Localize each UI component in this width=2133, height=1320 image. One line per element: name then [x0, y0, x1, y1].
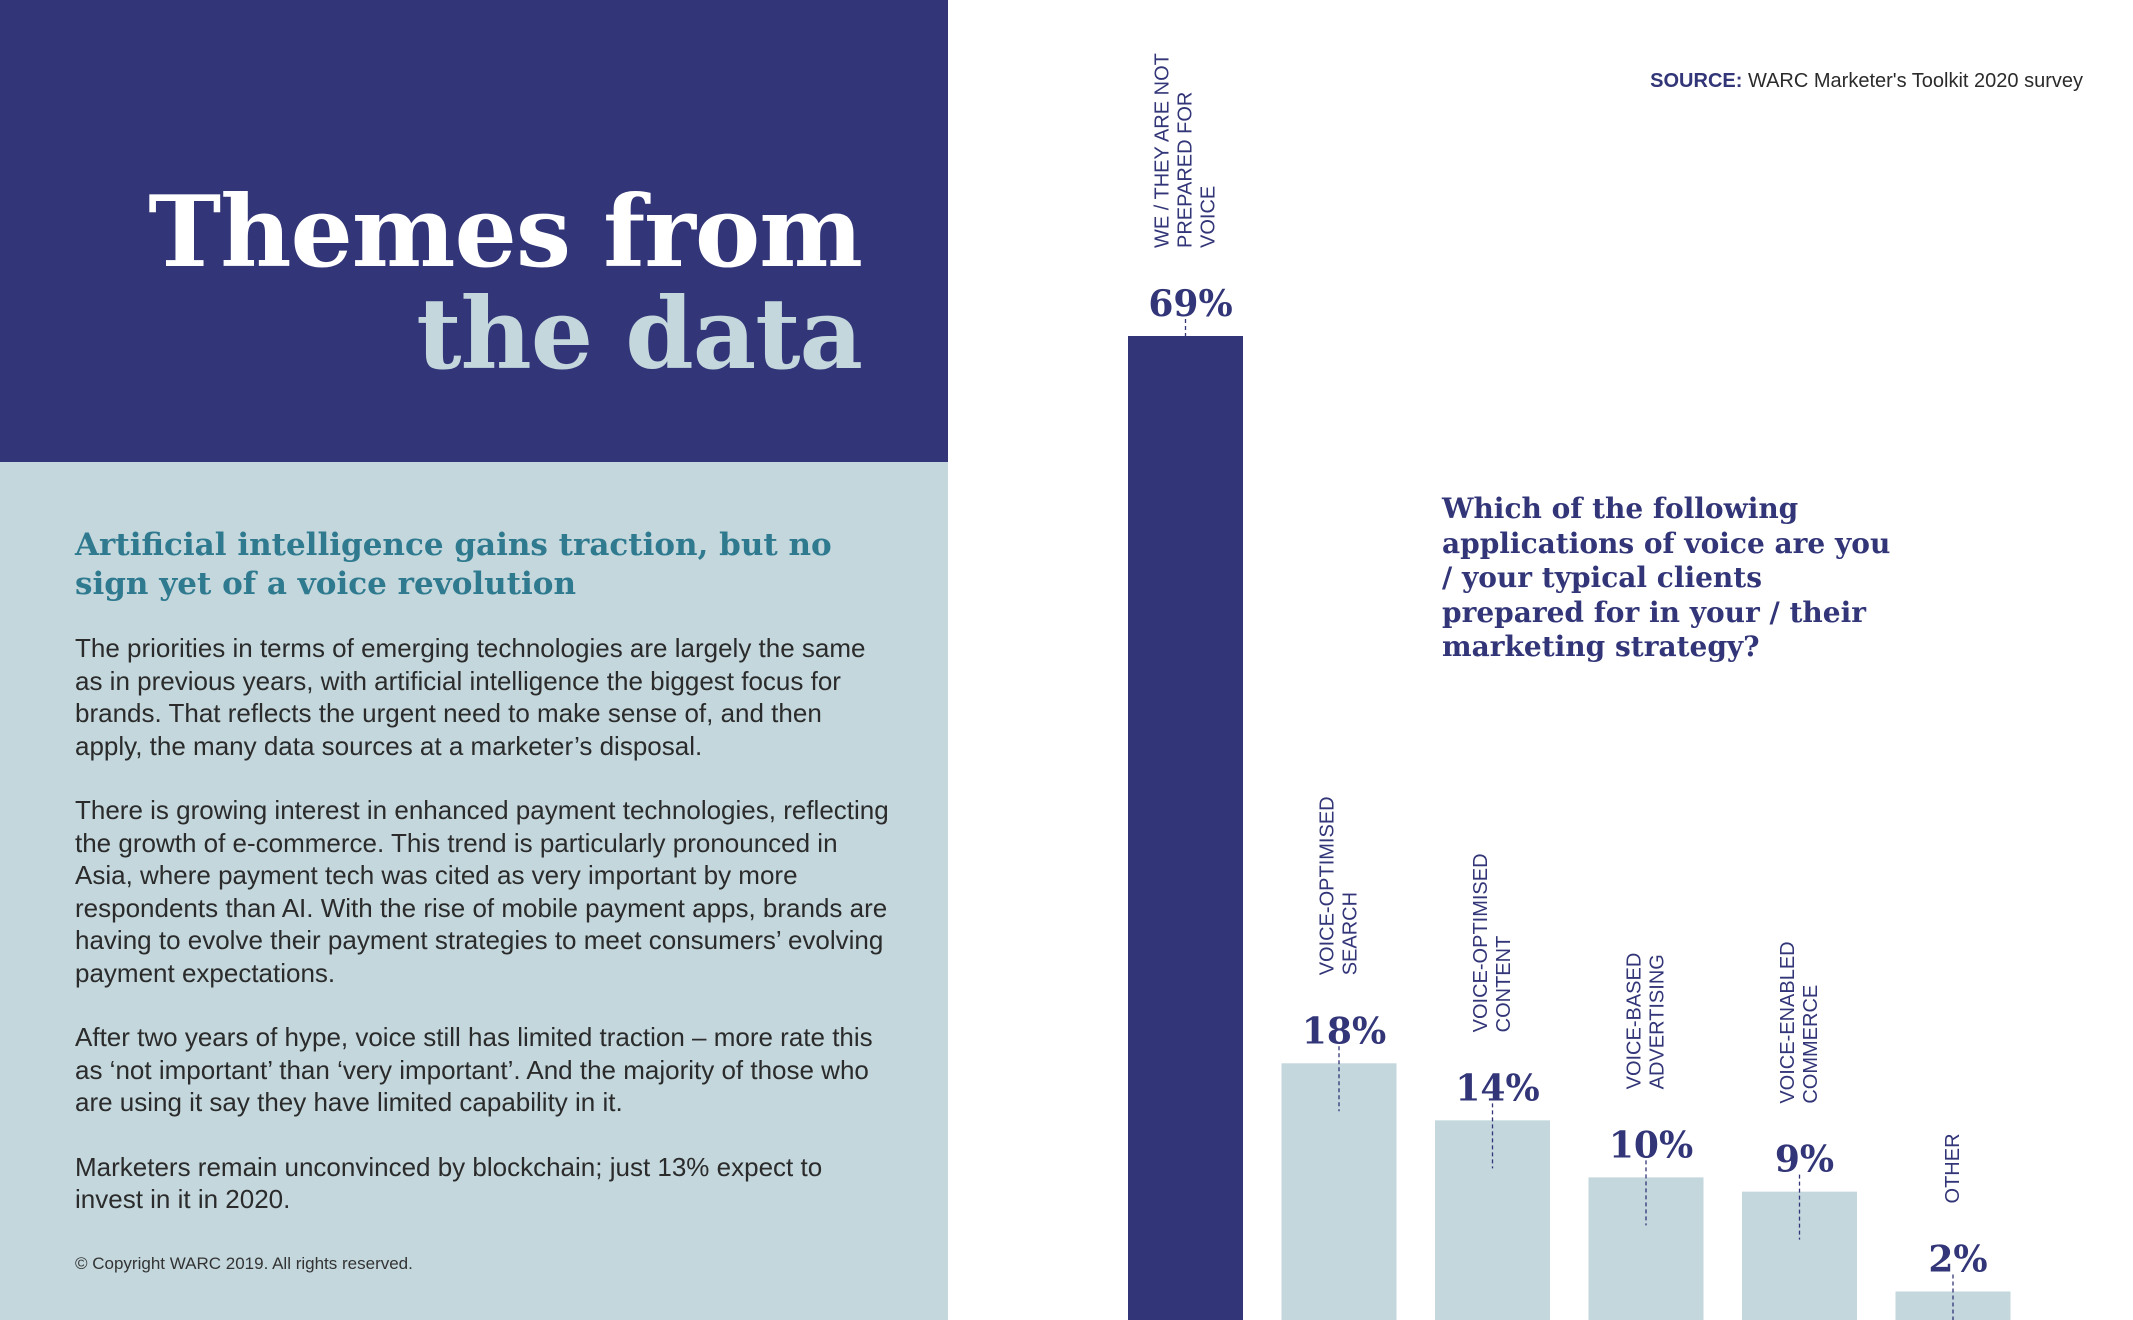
category-label: WE / THEY ARE NOT	[1151, 53, 1174, 248]
paragraph: There is growing interest in enhanced payment technologies, reflecting the growth of e-commerce. This trend is particularly pronounced in Asia, where payment tech was cited as very important by more respondents than AI. With the rise of mobile payment apps, brands are having to evolve their payment strategies to meet consumers’ evolving payment expectations.	[75, 795, 889, 988]
source-label: SOURCE:	[1650, 70, 1743, 92]
category-label: ADVERTISING	[1646, 954, 1669, 1090]
page-title-line-2: the data	[416, 277, 862, 392]
category-label: COMMERCE	[1800, 984, 1822, 1104]
data-label: 9%	[1774, 1138, 1835, 1181]
subheading: Artificial intelligence gains traction, but no sign yet of a voice revolution	[75, 527, 832, 602]
data-label: 10%	[1608, 1124, 1694, 1167]
data-label: 69%	[1148, 283, 1233, 325]
category-label: VOICE-OPTIMISED	[1316, 796, 1339, 976]
category-label: PREPARED FOR	[1174, 91, 1197, 248]
data-label: 14%	[1455, 1067, 1540, 1110]
category-label: VOICE-BASED	[1623, 952, 1646, 1090]
category-label: VOICE-ENABLED	[1777, 941, 1799, 1104]
data-label: 18%	[1301, 1010, 1387, 1053]
data-label: 2%	[1928, 1238, 1988, 1281]
category-label: SEARCH	[1339, 891, 1362, 976]
copyright-notice: © Copyright WARC 2019. All rights reserved.	[75, 1254, 413, 1273]
paragraph: Marketers remain unconvinced by blockchain; just 13% expect to invest in it in 2020.	[75, 1151, 823, 1214]
paragraph: After two years of hype, voice still has limited traction – more rate this as ‘not important’ than ‘very important’. And the majority of those who are using it say they have limited capability in it.	[75, 1022, 873, 1117]
paragraph: The priorities in terms of emerging technologies are largely the same as in previous years, with artificial intelligence the biggest focus for brands. That reflects the urgent need to make sense of, and then apply, the many data sources at a marketer’s disposal.	[75, 633, 866, 761]
page-title-line-1: Themes from	[148, 175, 862, 290]
chart-title: Which of the following applications of voice are you / your typical clients prepared for in your / their marketing strategy?	[1442, 492, 1891, 663]
category-label: OTHER	[1942, 1133, 1964, 1204]
category-label: VOICE-OPTIMISED	[1470, 853, 1492, 1033]
bar	[1435, 1120, 1550, 1320]
bar	[1128, 336, 1243, 1320]
category-label: CONTENT	[1493, 935, 1515, 1033]
bar	[1282, 1063, 1397, 1320]
category-label: VOICE	[1197, 185, 1220, 248]
source-text: WARC Marketer's Toolkit 2020 survey	[1747, 70, 2083, 92]
